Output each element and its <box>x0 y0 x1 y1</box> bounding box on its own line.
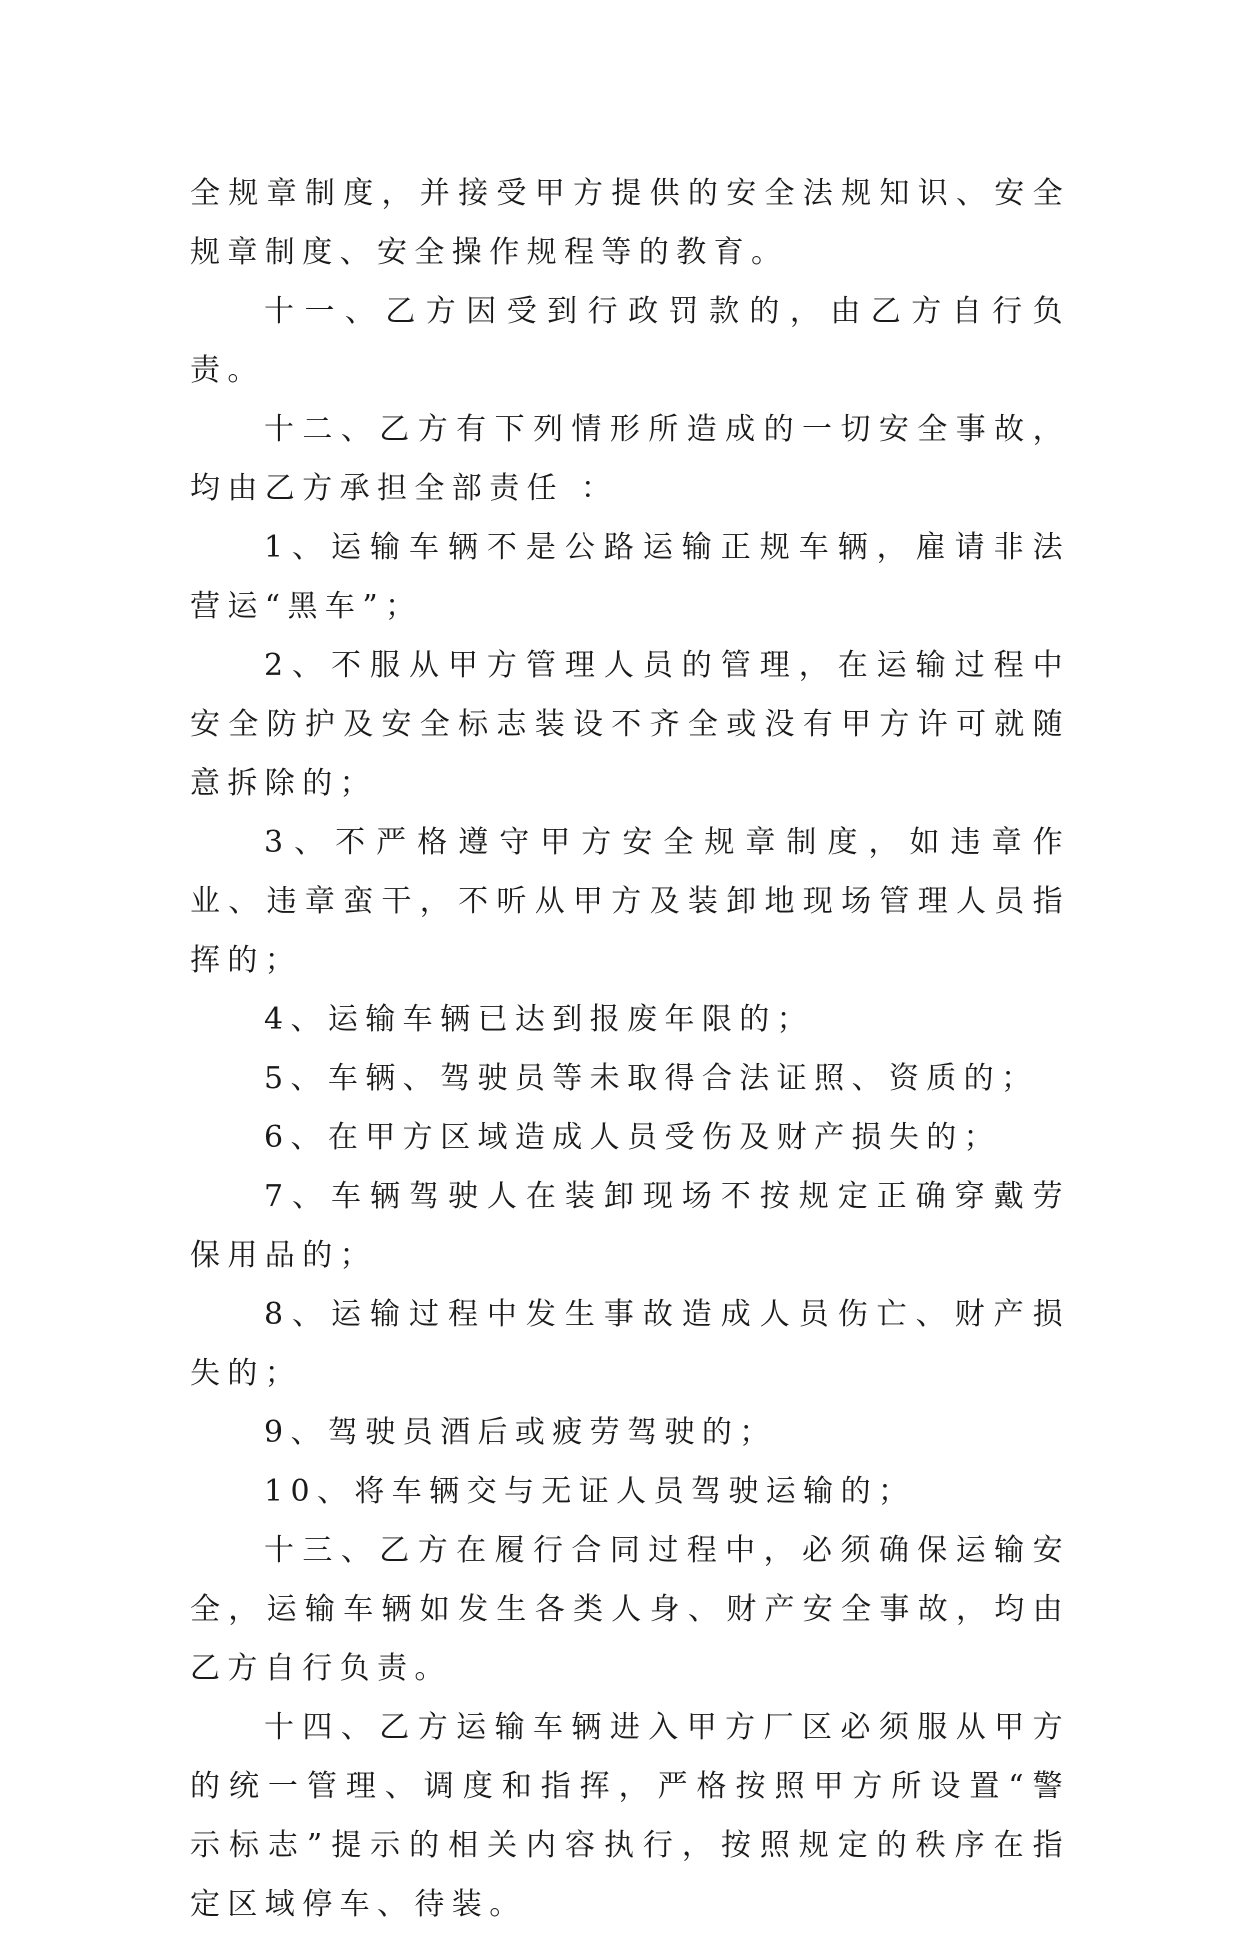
paragraph-continuation: 全规章制度，并接受甲方提供的安全法规知识、安全规章制度、安全操作规程等的教育。 <box>190 176 1070 270</box>
clause-12: 十二、乙方有下列情形所造成的一切安全事故，均由乙方承担全部责任 ： <box>190 412 1070 506</box>
clause-12-item-10: 10、将车辆交与无证人员驾驶运输的； <box>264 1474 916 1509</box>
clause-12-item-2: 2、不服从甲方管理人员的管理，在运输过程中安全防护及安全标志装设不齐全或没有甲方许可就随意拆除的； <box>190 648 1070 801</box>
clause-12-item-3: 3、不严格遵守甲方安全规章制度，如违章作业、违章蛮干，不听从甲方及装卸地现场管理人员指挥的； <box>190 825 1070 978</box>
clause-14: 十四、乙方运输车辆进入甲方厂区必须服从甲方的统一管理、调度和指挥，严格按照甲方所设置“警示标志”提示的相关内容执行，按照规定的秩序在指定区域停车、待装。 <box>190 1710 1070 1922</box>
document-body <box>190 164 1070 1934</box>
clause-11: 十一、乙方因受到行政罚款的，由乙方自行负责。 <box>190 294 1070 388</box>
clause-12-item-6: 6、在甲方区域造成人员受伤及财产损失的； <box>264 1120 1002 1155</box>
clause-12-item-4: 4、运输车辆已达到报废年限的； <box>264 1002 815 1037</box>
clause-12-item-7: 7、车辆驾驶人在装卸现场不按规定正确穿戴劳保用品的； <box>190 1179 1070 1273</box>
clause-13: 十三、乙方在履行合同过程中，必须确保运输安全，运输车辆如发生各类人身、财产安全事故，均由乙方自行负责。 <box>190 1533 1070 1686</box>
clause-12-item-9: 9、驾驶员酒后或疲劳驾驶的； <box>264 1415 777 1450</box>
clause-12-item-5: 5、车辆、驾驶员等未取得合法证照、资质的； <box>264 1061 1039 1096</box>
clause-12-item-8: 8、运输过程中发生事故造成人员伤亡、财产损失的； <box>190 1297 1070 1391</box>
clause-12-item-1: 1、运输车辆不是公路运输正规车辆，雇请非法营运“黑车”； <box>190 530 1070 624</box>
